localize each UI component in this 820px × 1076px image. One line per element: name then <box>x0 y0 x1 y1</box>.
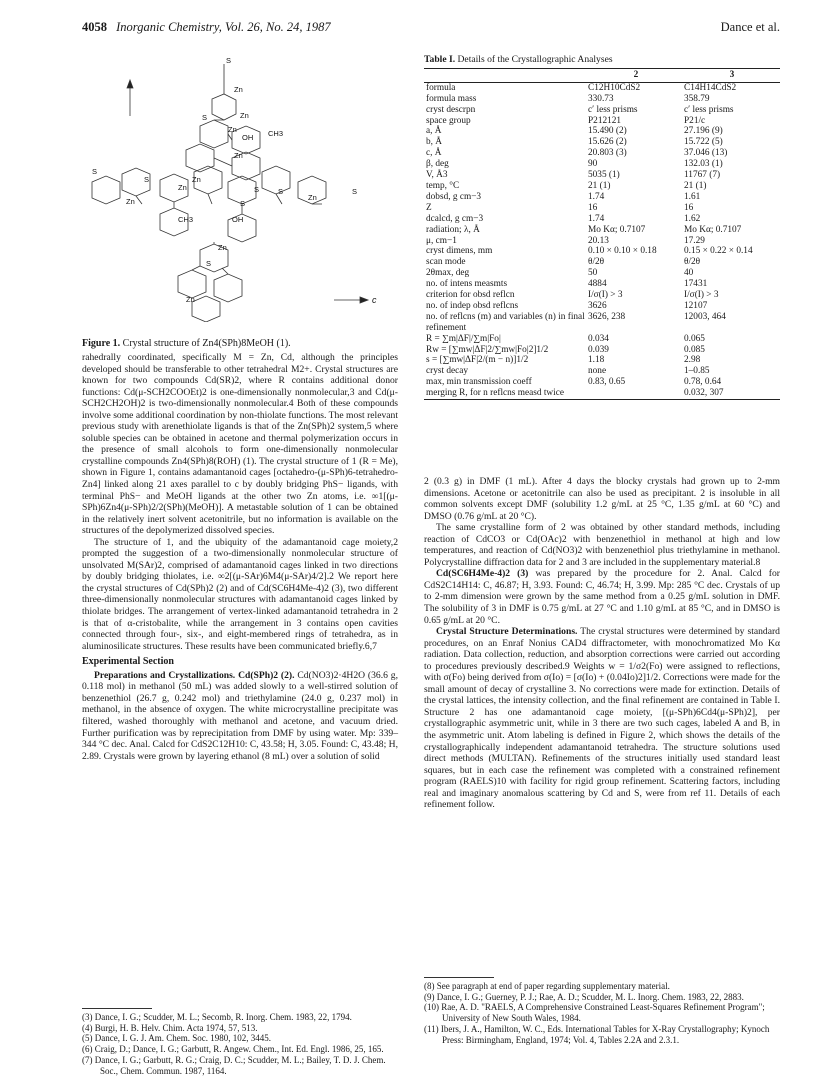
table-row-label: formula <box>426 82 456 93</box>
table-row <box>424 181 780 192</box>
table-row-label: temp, °C <box>426 180 460 191</box>
table-row <box>424 290 780 301</box>
atom-label: S <box>206 259 212 268</box>
page-number: 4058 <box>82 20 107 34</box>
table-row-label: dobsd, g cm−3 <box>426 191 482 202</box>
atom-label: CH3 <box>268 129 284 138</box>
atom-label: S <box>352 187 358 196</box>
table-cell: 1.74 <box>588 191 605 202</box>
table-cell: 16 <box>588 202 598 213</box>
table-row-label: μ, cm−1 <box>426 235 457 246</box>
table-row <box>424 203 780 214</box>
table-row <box>424 377 780 388</box>
page-header <box>82 20 780 38</box>
table-row-label: a, Å <box>426 126 442 137</box>
body-paragraph: 2 (0.3 g) in DMF (1 mL). After 4 days the blocky crystals had grown up to 2-mm dimensions. Acetone or acetonitrile can also be used as precipitant. 2 is insoluble in all common solvents except DMF (solubility 1.2 g/mL at 25 °C, 1.35 g/mL at 60 °C) and DMSO (0.76 g/mL at 20 °C). <box>424 476 780 522</box>
table-cell: P21/c <box>684 115 706 126</box>
atom-label: S <box>144 175 150 184</box>
phenyl-ring <box>212 94 236 120</box>
atom-label: Zn <box>186 295 195 304</box>
atom-label: Zn <box>234 85 243 94</box>
table-cell: 0.83, 0.65 <box>588 377 626 388</box>
table-row-label: scan mode <box>426 257 466 268</box>
table-crystallographic <box>424 55 780 400</box>
body-paragraph: rahedrally coordinated, specifically M = Zn, Cd, although the principles developed should be transferable to other tetrahedral M2+. Crystal structures are known for two compounds Cd(SR)2, where R contains additional donor functions: Cd(μ-SCH2COOEt)2 is one-dimensionally nonmolecular,3 and Cd(μ-SCH2CH2OH)2 is two-dimensionally nonmolecular.4 Both of these compounds involve some additional coordination by non-thiolate functions. The most relevant previous study with arenethiolate ligands is that of the Zn(SPh)2 system,5 where soluble species can be obtained in acetone and thermal polymerization occurs in the presence of small alcohols to form one-dimensionally nonmolecular crystalline compounds Zn4(SPh)8(ROH) (1). The crystal structure of 1 (R = Me), shown in Figure 1, contains adamantanoid cages [octahedro-(μ-SPh)6-tetrahedro-Zn4] linked along 21 axes parallel to c by doubly bridging PhS− ligands, with terminal PhS− and MeOH ligands at the other two Zn atoms, i.e. ∞1[(μ-SPh)6Zn4(μ-SPh)2/2(SPh)(MeOH)]. A metastable solution of 1 can be obtained in the relatively inert solvent acetonitrile, but no information is available on the structures of the depolymerized dissolved species. <box>82 352 398 537</box>
footnote: (5) Dance, I. G. J. Am. Chem. Soc. 1980, 102, 3445. <box>82 1033 271 1044</box>
table-cell: I/σ(I) > 3 <box>684 290 719 301</box>
atom-label: Zn <box>218 243 227 252</box>
table-row-label: 2θmax, deg <box>426 268 470 279</box>
table-cell: 0.034 <box>588 333 609 344</box>
table-row <box>424 366 780 377</box>
atom-label: OH <box>232 215 244 224</box>
table-cell: θ/2θ <box>588 257 605 268</box>
table-cell <box>588 388 684 399</box>
arrow-head <box>360 297 368 303</box>
table-caption <box>424 55 780 66</box>
figure-caption <box>82 337 398 350</box>
table-cell: 0.085 <box>684 344 705 355</box>
atom-label: S <box>202 113 208 122</box>
axis-label: c <box>372 295 377 305</box>
atom-label: S <box>240 199 246 208</box>
table-row <box>424 312 780 334</box>
figure-caption-text: Crystal structure of Zn4(SPh)8MeOH (1). <box>120 338 291 349</box>
atom-label: Zn <box>126 197 135 206</box>
table-cell: 0.065 <box>684 333 705 344</box>
table-row <box>424 268 780 279</box>
table-cell: 17.29 <box>684 235 705 246</box>
run-in-heading: Preparations and Crystallizations. Cd(SPh)2 (2). <box>94 669 295 681</box>
table-cell: 17431 <box>684 279 708 290</box>
body-paragraph: The structure of 1, and the ubiquity of the adamantanoid cage moiety,2 prompted the suggestion of a two-dimensionally nonmolecular structure of unsolvated M(SAr)2, comprised of adamantanoid cages linked in two directions by doubly bridging thiolates, i.e. ∞2[(μ-SAr)6M4(μ-SAr)4/2].2 We report here the crystal structures of Cd(SPh)2 (2) and of Cd(SC6H4Me-4)2 (3), two different three-dimensionally nonmolecular structures with adamantanoid cages linked by thiolate bridges. The arrangement of vertex-linked adamantanoid tetrahedra in 2 is that of α-cristobalite, while the arrangement in 3 contains open cavities connected through four-, six-, and eight-membered rings of tetrahedra, as in aluminosilicate structures. These results have been communicated briefly.6,7 <box>82 536 398 652</box>
table-row <box>424 82 780 93</box>
table-row <box>424 334 780 345</box>
crystal-structure-figure <box>82 54 398 322</box>
table-cell: 0.78, 0.64 <box>684 377 722 388</box>
table-row-label: cryst descrpn <box>426 104 476 115</box>
table-row-label: Rw = [∑mw|ΔF|2/∑mw|Fo|2]1/2 <box>426 344 549 355</box>
atom-label: Zn <box>308 193 317 202</box>
table-row <box>424 214 780 225</box>
table-cell: 3626, 238 <box>588 311 626 322</box>
table-row-label: cryst dimens, mm <box>426 246 493 257</box>
table-row-label: formula mass <box>426 93 477 104</box>
table-cell: none <box>588 366 607 377</box>
table-row <box>424 388 780 399</box>
figure-label: Figure 1. <box>82 338 121 349</box>
footnote: (6) Craig, D.; Dance, I. G.; Garbutt, R. Angew. Chem., Int. Ed. Engl. 1986, 25, 165. <box>82 1044 384 1055</box>
atom-label: OH <box>242 133 254 142</box>
table-cell: c′ less prisms <box>684 104 734 115</box>
table-cell: 1.61 <box>684 191 701 202</box>
table-row-label: no. of intens measmts <box>426 279 508 290</box>
table-row <box>424 301 780 312</box>
table-row <box>424 225 780 236</box>
atom-label: Zn <box>240 111 249 120</box>
phenyl-ring <box>262 166 290 194</box>
table-row-label: space group <box>426 115 471 126</box>
footnote: (9) Dance, I. G.; Guerney, P. J.; Rae, A. D.; Scudder, M. L. Inorg. Chem. 1983, 22, 2883. <box>424 991 744 1002</box>
table-row-label: b, Å <box>426 137 443 148</box>
table-cell: 3626 <box>588 300 607 311</box>
table-cell: 1.62 <box>684 213 701 224</box>
table-row <box>424 105 780 116</box>
table-cell: c′ less prisms <box>588 104 638 115</box>
table-cell: 12107 <box>684 300 708 311</box>
table-row-label: dcalcd, g cm−3 <box>426 213 484 224</box>
section-heading: Experimental Section <box>82 656 174 668</box>
table-cell: 0.032, 307 <box>684 388 780 399</box>
table-row-label: R = ∑m|ΔF|/∑m|Fo| <box>426 333 501 344</box>
table-row <box>424 148 780 159</box>
phenyl-ring <box>178 270 206 298</box>
table-cell: 50 <box>588 268 598 279</box>
table-cell: θ/2θ <box>684 257 701 268</box>
atom-label: S <box>278 187 284 196</box>
table-cell: 0.15 × 0.22 × 0.14 <box>684 246 753 257</box>
atom-label: S <box>92 167 98 176</box>
table-row <box>424 257 780 268</box>
table-row-label: radiation; λ, Å <box>426 224 480 235</box>
footnote-rule <box>424 977 494 978</box>
atom-label: Zn <box>228 125 237 134</box>
table-label: Table I. <box>424 54 456 65</box>
table-row-label: s = [∑mw|ΔF|2/(m − n)]1/2 <box>426 355 529 366</box>
atom-label: Zn <box>192 175 201 184</box>
table-cell: Mo Kα; 0.7107 <box>588 224 646 235</box>
table-row-label: no. of indep obsd reflcns <box>426 300 519 311</box>
phenyl-ring <box>200 120 228 148</box>
table-cell: P212121 <box>588 115 622 126</box>
table-cell: 21 (1) <box>588 180 611 191</box>
footnote: (8) See paragraph at end of paper regarding supplementary material. <box>424 981 670 991</box>
table-cell: 1–0.85 <box>684 366 710 377</box>
right-column <box>424 476 780 811</box>
atom-label: S <box>226 56 232 65</box>
table-row <box>424 236 780 247</box>
table-cell: C12H10CdS2 <box>588 82 641 93</box>
footnote-rule <box>82 1008 152 1009</box>
table-cell: 16 <box>684 202 694 213</box>
atom-label: Zn <box>234 151 243 160</box>
atom-label: Zn <box>178 183 187 192</box>
table-cell: 0.039 <box>588 344 609 355</box>
table-cell: 90 <box>588 159 598 170</box>
atom-label: S <box>254 185 260 194</box>
footnote: (11) Ibers, J. A., Hamilton, W. C., Eds. International Tables for X-Ray Crystallography; Kynoch Press: Birmingham, England, 1974; Vol. 4, Tables 2.2A and 2.3.1. <box>424 1023 770 1045</box>
phenyl-ring <box>186 144 214 172</box>
table-cell: 4884 <box>588 279 607 290</box>
table-row <box>424 279 780 290</box>
footnote: (7) Dance, I. G.; Garbutt, R. G.; Craig, D. C.; Scudder, M. L.; Bailey, T. D. J. Chem. Soc., Chem. Commun. 1987, 1164. <box>82 1054 386 1076</box>
body-text: Cd(NO3)2·4H2O (36.6 g, 0.118 mol) in methanol (50 mL) was added slowly to a well-stirred solution of benzenethiol (26.7 g, 0.242 mol) and triethylamine (24.0 g, 0.237 mol) in methanol, in the absence of oxygen. The white microcrystalline precipitate was filtered, washed thoroughly with methanol and acetone, and vacuum dried. Further purification was by reprecipitation from DMF by using water. Mp: 339–344 °C dec. Anal. Calcd for CdS2C12H10: C, 43.58; H, 3.05. Found: C, 43.48; H, 2.89. Crystals were grown by layering ethanol (8 mL) over a solution of solid <box>82 669 398 762</box>
run-in-heading: Cd(SC6H4Me-4)2 (3) <box>436 568 529 580</box>
table-row-label: max, min transmission coeff <box>426 377 532 388</box>
table-cell: I/σ(I) > 3 <box>588 290 623 301</box>
body-text: The crystal structures were determined by standard procedures, on an Enraf Nonius CAD4 diffractometer, with monochromatized Mo Kα radiation. Data collection, reduction, and absorption corrections were carried out according to procedures previously described.9 Weights w = 1/σ2(Fo) were assigned to reflections, with σ(Fo) being derived from σ(Io) = [σ(Io) + (0.04Io)2]1/2. Corrections were made for the small amount of decay of crystalline 3. No corrections were made for extinction. Details of the crystal lattices, the intensity collection, and the final refinement are contained in Table I. Structure 2 has one adamantanoid cage moiety, [(μ-SPh)6Cd4(μ-SPh)2], per crystallographic asymmetric unit, while in 3 there are two such cages, labeled A and B, in the asymmetric unit. Atom labeling is defined in Figure 2, which shows the details of the crystallographically independent adamantanoid tetrahedra. The structure solutions used direct methods (MULTAN). Refinements of the structures initially used standard least squares, but in each case the refinement was completed with a constrained refinement program (RAELS)10 with facility for rigid group refinement. Scattering factors, including real and imaginary anomalous scattering by Cd and S, were from ref 11. Details of each refinement follow. <box>424 626 780 811</box>
phenyl-ring <box>214 274 242 302</box>
run-in-heading: Crystal Structure Determinations. <box>436 626 578 638</box>
table-row-label: criterion for obsd reflcn <box>426 290 515 301</box>
table-cell: 37.046 (13) <box>684 148 728 159</box>
table-row <box>424 170 780 181</box>
table-title: Details of the Crystallographic Analyses <box>455 54 613 65</box>
left-column <box>82 352 398 762</box>
footnotes-right <box>424 977 780 1045</box>
table-cell: 27.196 (9) <box>684 126 723 137</box>
table-row <box>424 137 780 148</box>
table-cell: 15.490 (2) <box>588 126 627 137</box>
running-authors: Dance et al. <box>720 20 780 34</box>
table-header-cell: 3 <box>684 68 780 82</box>
footnotes-left <box>82 1008 398 1076</box>
table-cell: 12003, 464 <box>684 311 726 322</box>
arrow-head <box>127 80 133 88</box>
body-paragraph: The same crystalline form of 2 was obtained by other standard methods, including reaction of CdCO3 or Cd(OAc)2 with benzenethiol in methanol at high and low temperatures, and reaction of Cd(NO3)2 with benzenethiol plus triethylamine in methanol. Polycrystalline diffraction data for 2 and 3 are included in the supplementary material.8 <box>424 522 780 568</box>
phenyl-ring <box>92 176 120 204</box>
table-row-label: Z <box>426 202 432 213</box>
journal-citation: Inorganic Chemistry, Vol. 26, No. 24, 1987 <box>116 20 331 34</box>
table-row <box>424 246 780 257</box>
atom-label: CH3 <box>178 215 194 224</box>
table-header-row <box>424 68 780 82</box>
table-cell: 5035 (1) <box>588 170 620 181</box>
table-header-cell: 2 <box>588 68 684 82</box>
footnote: (3) Dance, I. G.; Scudder, M. L.; Secomb, R. Inorg. Chem. 1983, 22, 1794. <box>82 1012 352 1022</box>
table-header-cell <box>424 68 588 82</box>
table-row-label: cryst decay <box>426 366 469 377</box>
table-row-label: merging R, for n reflcns measd twice <box>424 388 588 399</box>
table-cell: 20.803 (3) <box>588 148 627 159</box>
table-row-label: c, Å <box>426 148 442 159</box>
table-cell: 1.18 <box>588 355 605 366</box>
table-row <box>424 126 780 137</box>
table-cell: 15.626 (2) <box>588 137 627 148</box>
table-cell: C14H14CdS2 <box>684 82 737 93</box>
table-cell: 358.79 <box>684 93 710 104</box>
table-row <box>424 116 780 127</box>
table-row-label: V, Å3 <box>426 170 448 181</box>
table-cell: 330.73 <box>588 93 614 104</box>
table-cell: 1.74 <box>588 213 605 224</box>
footnote: (10) Rae, A. D. "RAELS, A Comprehensive Constrained Least-Squares Refinement Program"; University of New South Wales, 1984. <box>424 1002 765 1024</box>
table-row <box>424 345 780 356</box>
body-text: was prepared by the procedure for 2. Anal. Calcd for CdS2C14H14: C, 46.87; H, 3.93. Found: C, 46.74; H, 3.99. Mp: 285 °C dec. Crystals of up to 2-mm dimension were grown by the same method from a 0.25 g/mL solution in DMF. The solubility of 3 in DMF is 0.75 g/mL at 27 °C and 1.10 g/mL at 85 °C, and in DMSO is 0.65 g/mL at 20 °C. <box>424 568 780 626</box>
table-row <box>424 94 780 105</box>
table-cell: 40 <box>684 268 694 279</box>
table-cell: 21 (1) <box>684 180 707 191</box>
footnote: (4) Burgi, H. B. Helv. Chim. Acta 1974, 57, 513. <box>82 1022 258 1033</box>
table-cell: 11767 (7) <box>684 170 721 181</box>
table-row-label: β, deg <box>426 159 449 170</box>
phenyl-ring <box>192 296 220 322</box>
table-cell: 0.10 × 0.10 × 0.18 <box>588 246 657 257</box>
table-cell: Mo Kα; 0.7107 <box>684 224 742 235</box>
table-body <box>424 82 780 399</box>
table-cell: 2.98 <box>684 355 701 366</box>
table-row <box>424 355 780 366</box>
table-cell: 15.722 (5) <box>684 137 723 148</box>
table-row <box>424 192 780 203</box>
table-cell: 20.13 <box>588 235 609 246</box>
table-cell: 132.03 (1) <box>684 159 723 170</box>
table-row-label: no. of reflcns (m) and variables (n) in final refinement <box>426 311 585 333</box>
table-row <box>424 159 780 170</box>
